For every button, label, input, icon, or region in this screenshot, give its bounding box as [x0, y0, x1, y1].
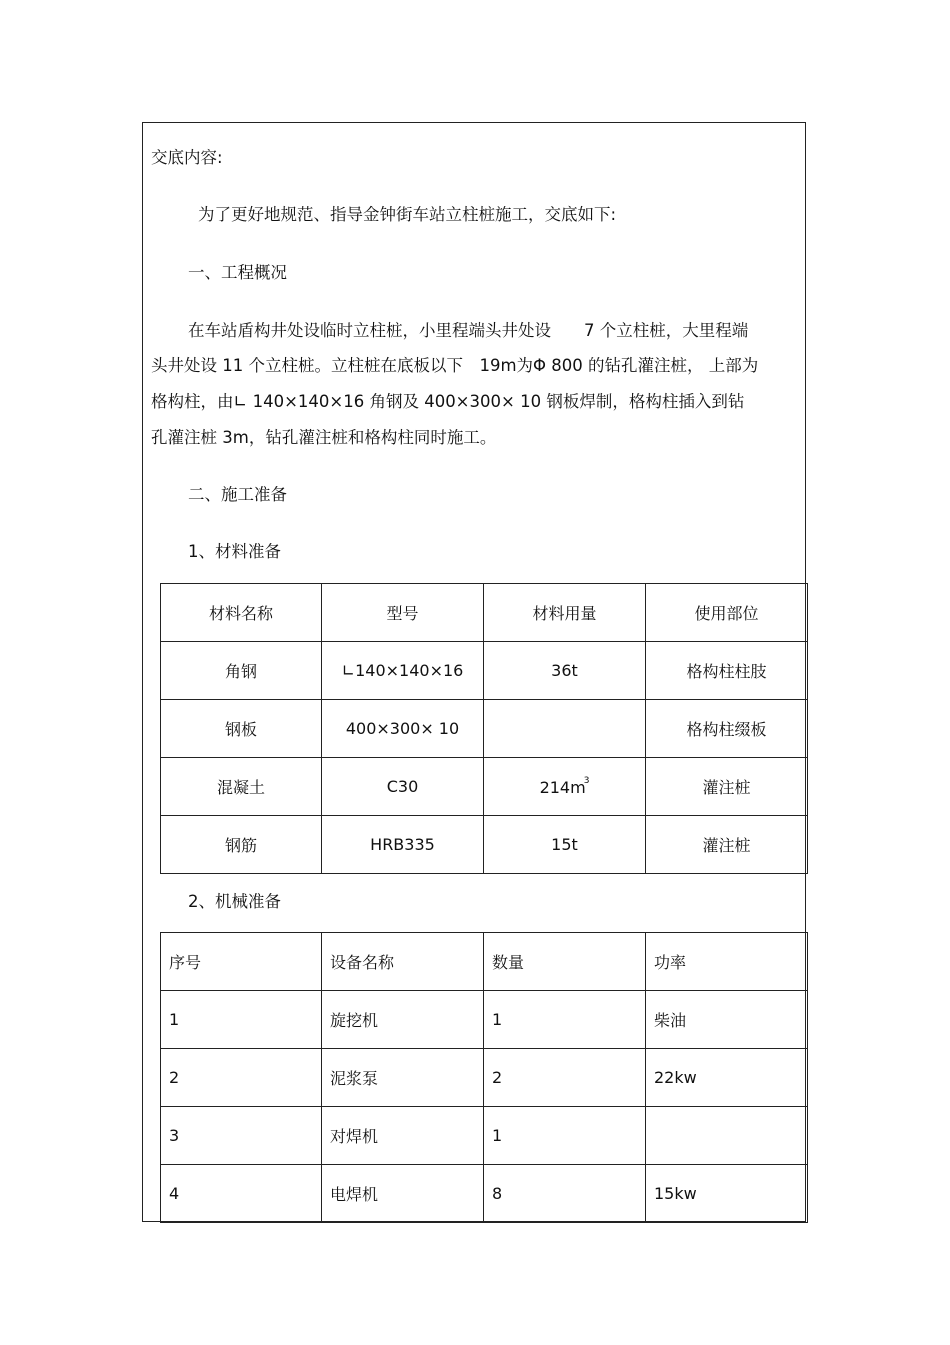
table-row	[161, 758, 808, 816]
table-cell: ∟140×140×16	[322, 642, 484, 700]
table-row	[161, 642, 808, 700]
table-cell: 电焊机	[322, 1165, 484, 1223]
table-row	[161, 1165, 808, 1223]
header-cell: 功率	[646, 933, 808, 991]
table-cell: 旋挖机	[322, 991, 484, 1049]
header-cell: 材料用量	[484, 584, 646, 642]
table-cell: 钢板	[161, 700, 322, 758]
table-header-row	[161, 584, 808, 642]
table-cell: 8	[484, 1165, 646, 1223]
table-cell: 1	[484, 1107, 646, 1165]
materials-title: 1、材料准备	[188, 542, 281, 561]
materials-table	[160, 583, 808, 874]
unit-superscript: 3	[583, 776, 590, 786]
header-label: 交底内容:	[151, 148, 223, 167]
overview-line: 头井处设 11 个立柱桩。立柱桩在底板以下 19m为Φ 800 的钻孔灌注桩， 上部为	[151, 356, 759, 375]
table-cell: 400×300× 10	[322, 700, 484, 758]
machinery-title: 2、机械准备	[188, 892, 281, 911]
table-cell	[484, 700, 646, 758]
section2-title: 二、施工准备	[188, 485, 287, 504]
table-row	[161, 816, 808, 874]
header-cell: 序号	[161, 933, 322, 991]
concrete-volume: 214m	[539, 778, 586, 797]
table-cell: 格构柱缀板	[646, 700, 808, 758]
intro-paragraph: 为了更好地规范、指导金钟街车站立柱桩施工，交底如下:	[198, 205, 617, 224]
table-row	[161, 1049, 808, 1107]
table-cell: 2	[484, 1049, 646, 1107]
table-cell: 对焊机	[322, 1107, 484, 1165]
table-row	[161, 1107, 808, 1165]
table-row	[161, 991, 808, 1049]
table-header-row	[161, 933, 808, 991]
table-cell: 36t	[484, 642, 646, 700]
overview-line: 在车站盾构井处设临时立柱桩，小里程端头井处设 7 个立柱桩，大里程端	[188, 321, 749, 340]
table-cell: 15kw	[646, 1165, 808, 1223]
header-cell: 型号	[322, 584, 484, 642]
table-cell: 钢筋	[161, 816, 322, 874]
table-cell: 灌注桩	[646, 758, 808, 816]
table-cell: 泥浆泵	[322, 1049, 484, 1107]
header-cell: 数量	[484, 933, 646, 991]
overview-line: 孔灌注桩 3m，钻孔灌注桩和格构柱同时施工。	[151, 428, 497, 447]
table-cell: 22kw	[646, 1049, 808, 1107]
table-cell: 3	[161, 1107, 322, 1165]
table-cell: 角钢	[161, 642, 322, 700]
table-cell: 灌注桩	[646, 816, 808, 874]
table-cell: 1	[484, 991, 646, 1049]
table-cell: 1	[161, 991, 322, 1049]
table-row	[161, 700, 808, 758]
table-cell: 4	[161, 1165, 322, 1223]
header-cell: 使用部位	[646, 584, 808, 642]
table-cell: 柴油	[646, 991, 808, 1049]
overview-line: 格构柱，由∟ 140×140×16 角钢及 400×300× 10 钢板焊制，格构柱插入到钻	[151, 392, 745, 411]
header-cell: 设备名称	[322, 933, 484, 991]
table-cell	[484, 758, 646, 816]
table-cell: HRB335	[322, 816, 484, 874]
header-cell: 材料名称	[161, 584, 322, 642]
table-cell: 15t	[484, 816, 646, 874]
table-cell: C30	[322, 758, 484, 816]
section1-title: 一、工程概况	[188, 263, 287, 282]
table-cell	[646, 1107, 808, 1165]
table-cell: 混凝土	[161, 758, 322, 816]
table-cell: 格构柱柱肢	[646, 642, 808, 700]
machinery-table	[160, 932, 808, 1223]
table-cell: 2	[161, 1049, 322, 1107]
